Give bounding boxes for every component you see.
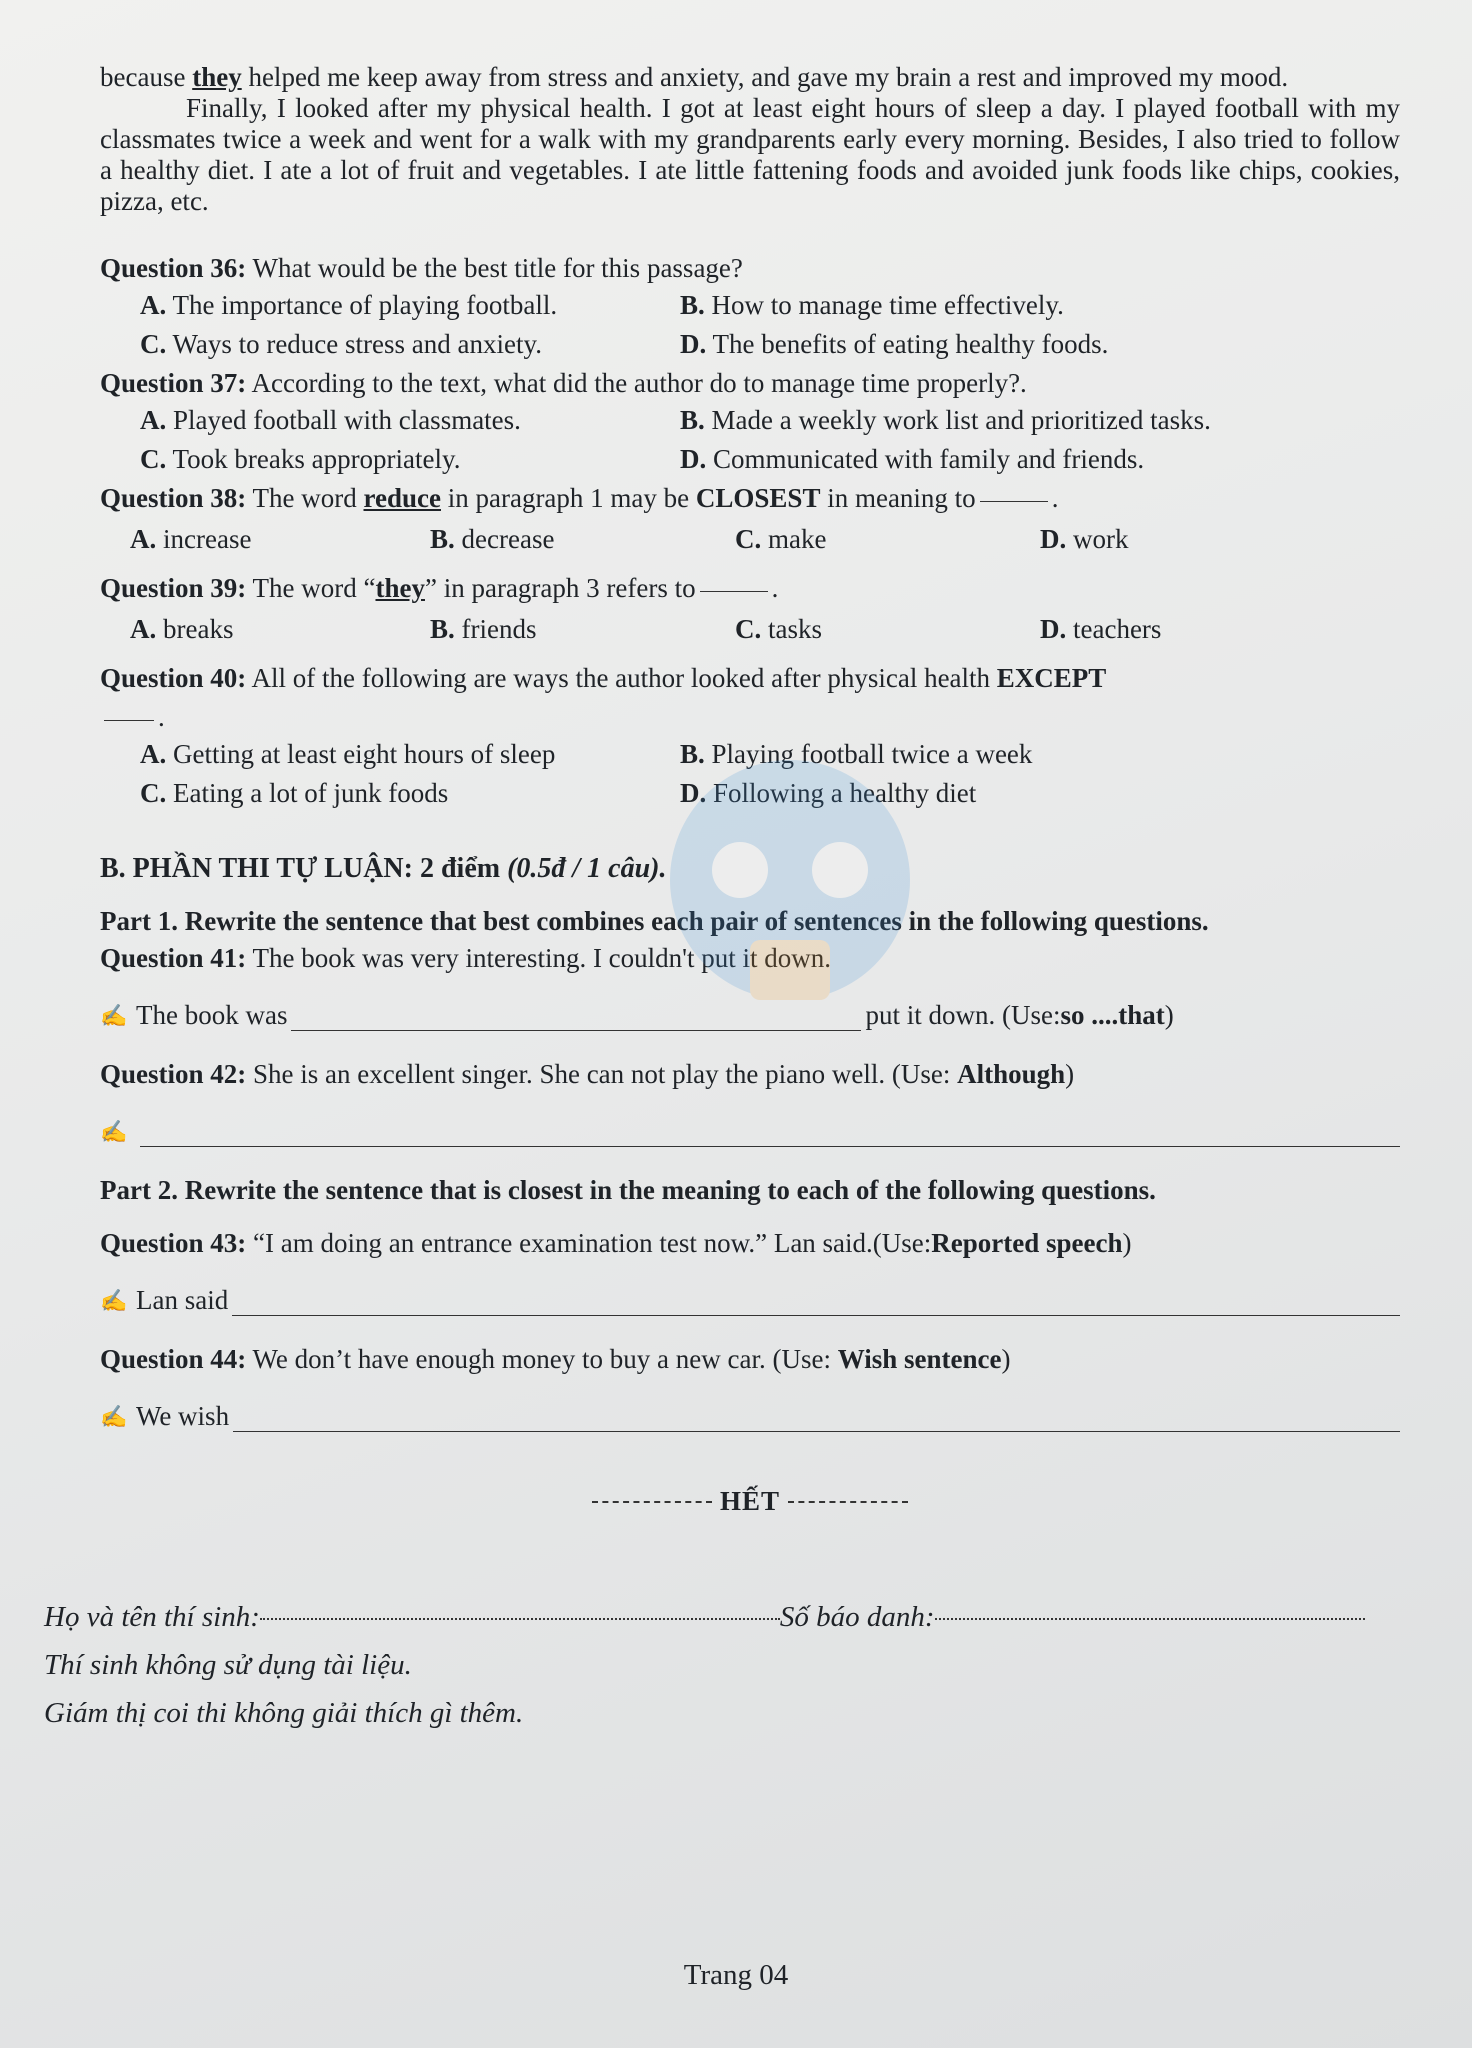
option-d[interactable]: D. Following a healthy diet [680,778,977,808]
options-37 [140,401,1400,479]
answer-line[interactable] [140,1122,1400,1147]
option-c[interactable]: C. Eating a lot of junk foods [140,778,449,808]
answer-43: ✍ Lan said [100,1285,1400,1316]
question-36: Question 36: What would be the best title for this passage? [100,253,743,283]
option-a[interactable]: A. increase [130,524,252,554]
note-2: Giám thị coi thi không giải thích gì thêm. [44,1697,524,1729]
option-a[interactable]: A. Played football with classmates. [140,405,521,435]
answer-42 [100,1116,1400,1147]
candidate-line: Họ và tên thí sinh: Số báo danh: [44,1593,1400,1641]
option-d[interactable]: D. work [1040,524,1129,554]
option-b[interactable]: B. How to manage time effectively. [680,290,1064,320]
question-37: Question 37: According to the text, what did the author do to manage time properly?. [100,368,1027,398]
pen-icon: ✍ [100,1119,128,1144]
answer-line[interactable] [232,1291,1400,1316]
question-41: Question 41: The book was very interesting. I couldn't put it down. [100,943,832,973]
option-c[interactable]: C. Took breaks appropriately. [140,444,461,474]
answer-line[interactable] [291,1006,861,1031]
answer-blank[interactable] [700,591,768,592]
question-44: Question 44: We don’t have enough money to buy a new car. (Use: Wish sentence) [100,1344,1011,1374]
option-b[interactable]: B. Playing football twice a week [680,739,1033,769]
question-40: Question 40: All of the following are ways the author looked after physical health EXCEPT [100,663,1107,693]
option-a[interactable]: A. The importance of playing football. [140,290,558,320]
pen-icon: ✍ [100,1288,128,1313]
note-1: Thí sinh không sử dụng tài liệu. [44,1649,412,1681]
option-c[interactable]: C. Ways to reduce stress and anxiety. [140,329,542,359]
name-field[interactable] [260,1618,780,1620]
option-c[interactable]: C. tasks [735,614,822,644]
option-b[interactable]: B. friends [430,614,537,644]
option-b[interactable]: B. decrease [430,524,555,554]
answer-44: ✍ We wish [100,1401,1400,1432]
answer-41: ✍ The book was put it down. (Use: so ....that ) [100,1000,1174,1030]
option-d[interactable]: D. teachers [1040,614,1162,644]
question-38: Question 38: The word reduce in paragraph 1 may be CLOSEST in meaning to . [100,483,1059,513]
answer-line[interactable] [233,1407,1400,1432]
footer [44,1593,1400,1737]
option-d[interactable]: D. Communicated with family and friends. [680,444,1145,474]
page-number: Trang 04 [683,1959,789,1991]
word-they: they [192,62,242,92]
end-mark: HẾT [100,1486,1400,1517]
question-40-blank: . [100,702,1400,733]
answer-blank[interactable] [980,501,1048,502]
pen-icon: ✍ [100,1404,128,1429]
option-a[interactable]: A. breaks [130,614,234,644]
question-42: Question 42: She is an excellent singer. She can not play the piano well. (Use: Although) [100,1059,1075,1089]
section-b-title: B. PHẦN THI TỰ LUẬN: 2 điểm (0.5đ / 1 câu). [100,853,667,884]
part-1-title: Part 1. Rewrite the sentence that best combines each pair of sentences in the following questions. [100,906,1209,936]
options-36 [140,286,1400,364]
id-field[interactable] [935,1618,1365,1620]
part-2-title: Part 2. Rewrite the sentence that is closest in the meaning to each of the following questions. [100,1175,1156,1205]
answer-blank[interactable] [104,720,154,721]
option-a[interactable]: A. Getting at least eight hours of sleep [140,739,556,769]
option-b[interactable]: B. Made a weekly work list and prioritized tasks. [680,405,1211,435]
option-c[interactable]: C. make [735,524,827,554]
options-39 [130,610,1400,649]
question-43: Question 43: “I am doing an entrance examination test now.” Lan said.(Use:Reported speech) [100,1228,1132,1258]
option-d[interactable]: D. The benefits of eating healthy foods. [680,329,1109,359]
options-38 [130,520,1400,559]
pen-icon: ✍ [100,1003,128,1028]
question-39: Question 39: The word “they” in paragraph 3 refers to . [100,573,779,603]
options-40 [140,735,1400,813]
passage-line: because they helped me keep away from stress and anxiety, and gave my brain a rest and improved my mood. [100,62,1289,92]
passage-paragraph: Finally, I looked after my physical health. I got at least eight hours of sleep a day. I played football with my classmates twice a week and went for a walk with my grandparents early every morning. Besides, I also tried to follow a healthy diet. I ate a lot of fruit and vegetables. I ate little fattening foods and avoided junk foods like chips, cookies, pizza, etc. [100,93,1400,216]
